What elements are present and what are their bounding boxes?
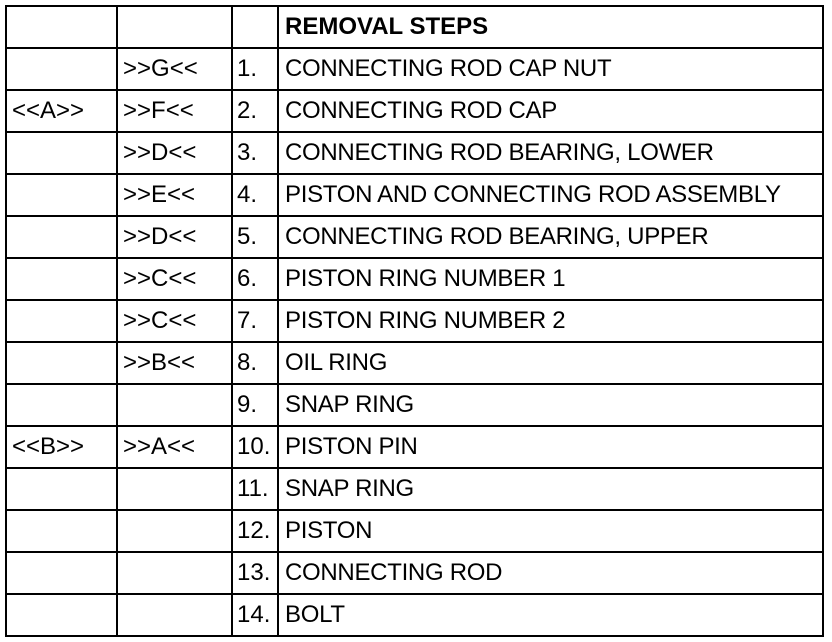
step-description-cell: BOLT (278, 594, 823, 636)
tool-ref-cell (6, 216, 117, 258)
step-number-cell: 14. (232, 594, 278, 636)
tool-ref-cell (6, 594, 117, 636)
tool-ref-cell (6, 174, 117, 216)
step-description-cell: SNAP RING (278, 384, 823, 426)
step-description-cell: CONNECTING ROD (278, 552, 823, 594)
note-ref-cell: >>G<< (117, 48, 232, 90)
step-number-cell: 8. (232, 342, 278, 384)
tool-ref-cell (6, 510, 117, 552)
tool-ref-cell: <<B>> (6, 426, 117, 468)
tool-ref-cell (6, 132, 117, 174)
header-number-cell (232, 6, 278, 48)
step-description-cell: PISTON AND CONNECTING ROD ASSEMBLY (278, 174, 823, 216)
header-note-ref-cell (117, 6, 232, 48)
step-description-cell: CONNECTING ROD BEARING, LOWER (278, 132, 823, 174)
tool-ref-cell (6, 258, 117, 300)
step-description-cell: CONNECTING ROD CAP NUT (278, 48, 823, 90)
step-description-cell: CONNECTING ROD CAP (278, 90, 823, 132)
removal-steps-sheet (5, 5, 822, 635)
table-row (6, 90, 823, 132)
table-row (6, 48, 823, 90)
step-description-cell: OIL RING (278, 342, 823, 384)
table-row (6, 342, 823, 384)
table-row (6, 300, 823, 342)
header-tool-ref-cell (6, 6, 117, 48)
note-ref-cell: >>F<< (117, 90, 232, 132)
step-number-cell: 5. (232, 216, 278, 258)
note-ref-cell: >>A<< (117, 426, 232, 468)
note-ref-cell (117, 468, 232, 510)
table-row (6, 510, 823, 552)
table-row (6, 174, 823, 216)
step-description-cell: PISTON (278, 510, 823, 552)
table-row (6, 132, 823, 174)
tool-ref-cell: <<A>> (6, 90, 117, 132)
step-description-cell: CONNECTING ROD BEARING, UPPER (278, 216, 823, 258)
table-row (6, 384, 823, 426)
step-number-cell: 2. (232, 90, 278, 132)
step-number-cell: 12. (232, 510, 278, 552)
tool-ref-cell (6, 300, 117, 342)
table-row (6, 216, 823, 258)
note-ref-cell (117, 510, 232, 552)
note-ref-cell: >>B<< (117, 342, 232, 384)
table-row (6, 552, 823, 594)
note-ref-cell: >>C<< (117, 258, 232, 300)
step-number-cell: 13. (232, 552, 278, 594)
tool-ref-cell (6, 468, 117, 510)
step-number-cell: 10. (232, 426, 278, 468)
note-ref-cell: >>C<< (117, 300, 232, 342)
table-row (6, 468, 823, 510)
step-description-cell: PISTON PIN (278, 426, 823, 468)
note-ref-cell (117, 384, 232, 426)
tool-ref-cell (6, 342, 117, 384)
table-row (6, 426, 823, 468)
note-ref-cell (117, 594, 232, 636)
step-number-cell: 4. (232, 174, 278, 216)
tool-ref-cell (6, 552, 117, 594)
note-ref-cell: >>D<< (117, 132, 232, 174)
step-description-cell: PISTON RING NUMBER 1 (278, 258, 823, 300)
table-row (6, 594, 823, 636)
removal-steps-table (5, 5, 824, 637)
table-header-row (6, 6, 823, 48)
step-number-cell: 9. (232, 384, 278, 426)
note-ref-cell (117, 552, 232, 594)
note-ref-cell: >>D<< (117, 216, 232, 258)
step-number-cell: 7. (232, 300, 278, 342)
table-row (6, 258, 823, 300)
note-ref-cell: >>E<< (117, 174, 232, 216)
tool-ref-cell (6, 48, 117, 90)
table-title: REMOVAL STEPS (278, 6, 823, 48)
step-number-cell: 6. (232, 258, 278, 300)
step-number-cell: 3. (232, 132, 278, 174)
step-number-cell: 11. (232, 468, 278, 510)
step-description-cell: SNAP RING (278, 468, 823, 510)
step-description-cell: PISTON RING NUMBER 2 (278, 300, 823, 342)
step-number-cell: 1. (232, 48, 278, 90)
tool-ref-cell (6, 384, 117, 426)
